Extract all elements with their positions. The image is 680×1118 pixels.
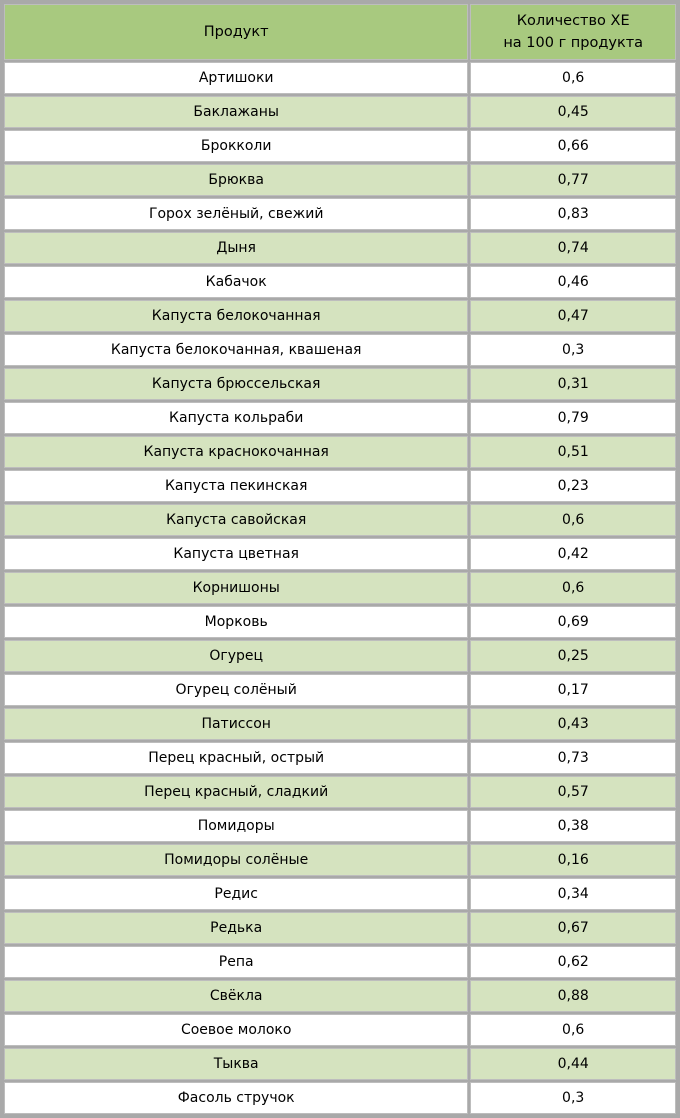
product-cell: Капуста белокочанная, квашеная xyxy=(4,334,468,366)
header-xe xyxy=(470,4,676,60)
table-row xyxy=(4,130,676,162)
xe-value-cell: 0,3 xyxy=(470,334,676,366)
table-row xyxy=(4,436,676,468)
xe-value-cell: 0,62 xyxy=(470,946,676,978)
xe-value-cell: 0,38 xyxy=(470,810,676,842)
xe-value-cell: 0,6 xyxy=(470,62,676,94)
xe-value-cell: 0,43 xyxy=(470,708,676,740)
table-row xyxy=(4,334,676,366)
product-cell: Помидоры xyxy=(4,810,468,842)
product-cell: Огурец xyxy=(4,640,468,672)
xe-value-cell: 0,42 xyxy=(470,538,676,570)
table-row xyxy=(4,776,676,808)
header-xe-line1: Количество ХЕ xyxy=(516,13,630,29)
table-row xyxy=(4,232,676,264)
product-cell: Брюква xyxy=(4,164,468,196)
table-row xyxy=(4,96,676,128)
table-row xyxy=(4,164,676,196)
table-row xyxy=(4,504,676,536)
xe-value-cell: 0,31 xyxy=(470,368,676,400)
header-xe-line2: на 100 г продукта xyxy=(503,35,644,51)
xe-value-cell: 0,45 xyxy=(470,96,676,128)
table-row xyxy=(4,198,676,230)
table-row xyxy=(4,674,676,706)
xe-value-cell: 0,44 xyxy=(470,1048,676,1080)
product-cell: Морковь xyxy=(4,606,468,638)
xe-value-cell: 0,79 xyxy=(470,402,676,434)
table-header-row xyxy=(4,4,676,60)
xe-value-cell: 0,67 xyxy=(470,912,676,944)
table-row xyxy=(4,912,676,944)
product-cell: Перец красный, острый xyxy=(4,742,468,774)
xe-value-cell: 0,17 xyxy=(470,674,676,706)
table-row xyxy=(4,606,676,638)
table-row xyxy=(4,1048,676,1080)
table-body xyxy=(4,62,676,1114)
product-cell: Помидоры солёные xyxy=(4,844,468,876)
product-cell: Баклажаны xyxy=(4,96,468,128)
xe-value-cell: 0,51 xyxy=(470,436,676,468)
xe-value-cell: 0,57 xyxy=(470,776,676,808)
table-row xyxy=(4,742,676,774)
product-cell: Соевое молоко xyxy=(4,1014,468,1046)
product-cell: Дыня xyxy=(4,232,468,264)
product-cell: Перец красный, сладкий xyxy=(4,776,468,808)
product-cell: Репа xyxy=(4,946,468,978)
xe-value-cell: 0,34 xyxy=(470,878,676,910)
xe-value-cell: 0,83 xyxy=(470,198,676,230)
table-row xyxy=(4,470,676,502)
product-cell: Горох зелёный, свежий xyxy=(4,198,468,230)
xe-value-cell: 0,47 xyxy=(470,300,676,332)
product-cell: Капуста пекинская xyxy=(4,470,468,502)
header-product xyxy=(4,4,468,60)
product-cell: Тыква xyxy=(4,1048,468,1080)
xe-value-cell: 0,73 xyxy=(470,742,676,774)
product-cell: Капуста брюссельская xyxy=(4,368,468,400)
table-row xyxy=(4,572,676,604)
xe-value-cell: 0,69 xyxy=(470,606,676,638)
product-cell: Патиссон xyxy=(4,708,468,740)
product-cell: Капуста краснокочанная xyxy=(4,436,468,468)
product-cell: Капуста савойская xyxy=(4,504,468,536)
xe-value-cell: 0,3 xyxy=(470,1082,676,1114)
table-row xyxy=(4,946,676,978)
product-cell: Капуста цветная xyxy=(4,538,468,570)
table-row xyxy=(4,708,676,740)
product-cell: Редис xyxy=(4,878,468,910)
product-cell: Огурец солёный xyxy=(4,674,468,706)
xe-value-cell: 0,77 xyxy=(470,164,676,196)
product-cell: Кабачок xyxy=(4,266,468,298)
product-cell: Артишоки xyxy=(4,62,468,94)
xe-value-cell: 0,6 xyxy=(470,1014,676,1046)
product-cell: Редька xyxy=(4,912,468,944)
table-row xyxy=(4,300,676,332)
header-product-label: Продукт xyxy=(203,24,269,40)
xe-value-cell: 0,25 xyxy=(470,640,676,672)
xe-table xyxy=(2,2,678,1116)
table-row xyxy=(4,402,676,434)
xe-value-cell: 0,6 xyxy=(470,504,676,536)
xe-value-cell: 0,74 xyxy=(470,232,676,264)
table-row xyxy=(4,62,676,94)
table-row xyxy=(4,368,676,400)
xe-value-cell: 0,23 xyxy=(470,470,676,502)
table-row xyxy=(4,640,676,672)
table-row xyxy=(4,980,676,1012)
xe-value-cell: 0,6 xyxy=(470,572,676,604)
table-row xyxy=(4,538,676,570)
table-row xyxy=(4,844,676,876)
table-row xyxy=(4,1014,676,1046)
product-cell: Брокколи xyxy=(4,130,468,162)
product-cell: Фасоль стручок xyxy=(4,1082,468,1114)
product-cell: Капуста кольраби xyxy=(4,402,468,434)
product-cell: Капуста белокочанная xyxy=(4,300,468,332)
xe-value-cell: 0,66 xyxy=(470,130,676,162)
xe-value-cell: 0,46 xyxy=(470,266,676,298)
table-row xyxy=(4,266,676,298)
product-cell: Свёкла xyxy=(4,980,468,1012)
table-row xyxy=(4,878,676,910)
xe-value-cell: 0,16 xyxy=(470,844,676,876)
table-row xyxy=(4,810,676,842)
product-cell: Корнишоны xyxy=(4,572,468,604)
table-row xyxy=(4,1082,676,1114)
xe-value-cell: 0,88 xyxy=(470,980,676,1012)
